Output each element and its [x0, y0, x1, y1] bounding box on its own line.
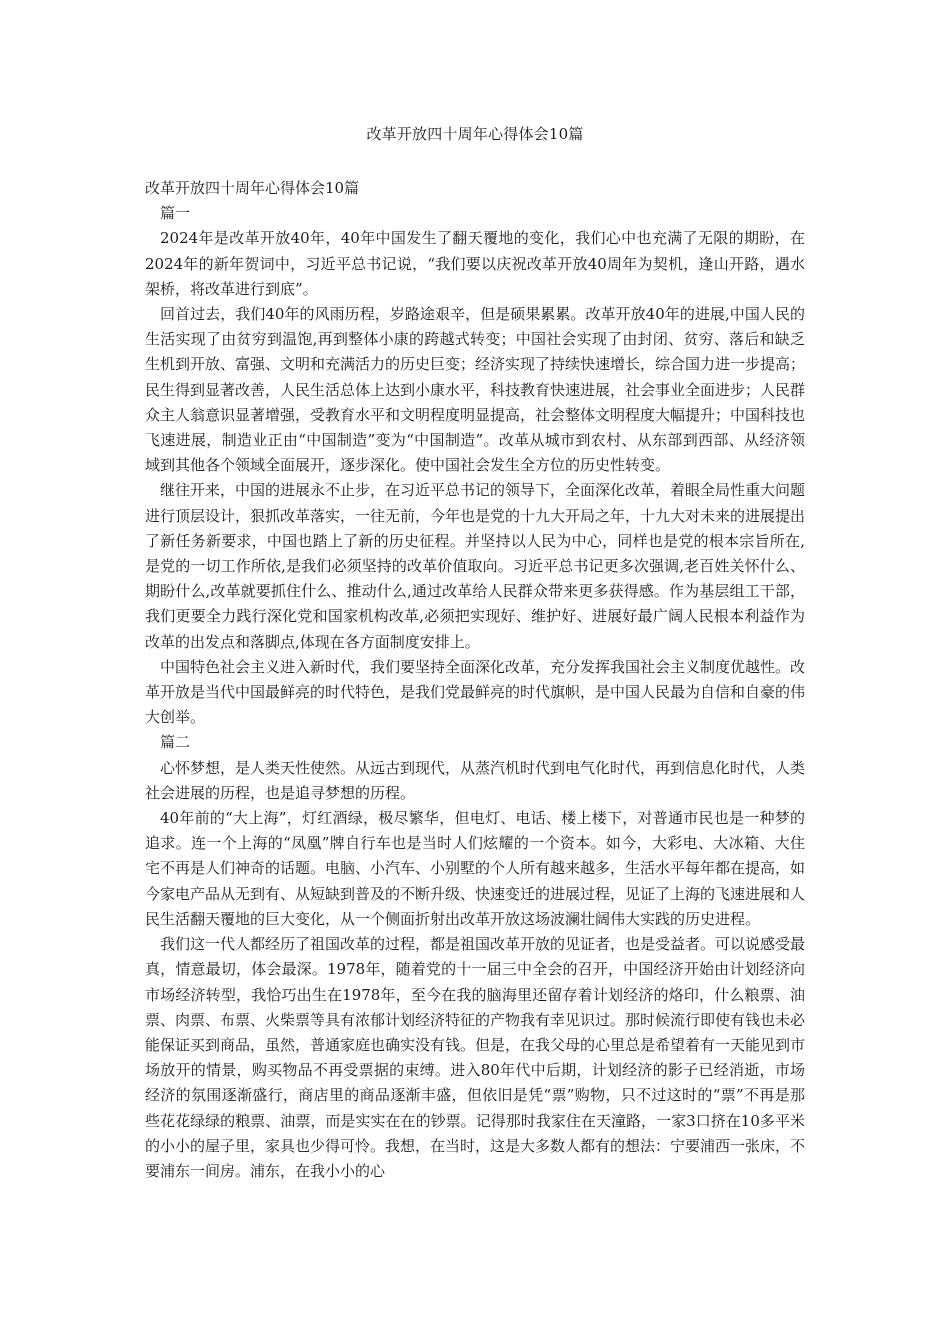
- paragraph: 中国特色社会主义进入新时代，我们要坚持全面深化改革，充分发挥我国社会主义制度优越性。改革开放是当代中国最鲜亮的时代特色，是我们党最鲜亮的时代旗帜，是中国人民最为自信和自豪的伟大创举。: [145, 657, 806, 727]
- paragraph: 心怀梦想，是人类天性使然。从远古到现代，从蒸汽机时代到电气化时代，再到信息化时代，人类社会进展的历程，也是追寻梦想的历程。: [145, 758, 806, 802]
- section-label: 篇二: [160, 733, 191, 752]
- paragraph: 我们这一代人都经历了祖国改革的过程，都是祖国改革开放的见证者，也是受益者。可以说感受最真，情意最切，体会最深。1978年，随着党的十一届三中全会的召开，中国经济开始由计划经济向市场经济转型，我恰巧出生在1978年，至今在我的脑海里还留存着计划经济的烙印，什么粮票、油票、肉票、布票、火柴票等具有浓郁计划经济特征的产物我有幸见识过。那时候流行即使有钱也未必能保证买到商品，虽然，普通家庭也确实没有钱。但是，在我父母的心里总是希望着有一天能见到市场放开的情景，购买物品不再受票据的束缚。进入80年代中后期，计划经济的影子已经消逝，市场经济的氛围逐渐盛行，商店里的商品逐渐丰盛，但依旧是凭“票”购物，只不过这时的“票”不再是那些花花绿绿的粮票、油票，而是实实在在的钞票。记得那时我家住在天潼路，一家3口挤在10多平米的小小的屋子里，家具也少得可怜。我想，在当时，这是大多数人都有的想法：宁要浦西一张床，不要浦东一间房。浦东，在我小小的心: [145, 935, 806, 1180]
- document-title: 改革开放四十周年心得体会10篇: [366, 125, 584, 143]
- paragraph: 40年前的“大上海”，灯红酒绿，极尽繁华，但电灯、电话、楼上楼下，对普通市民也是一种梦的追求。连一个上海的“凤凰”牌自行车也是当时人们炫耀的一个资本。如今，大彩电、大冰箱、大住宅不再是人们神奇的话题。电脑、小汽车、小别墅的个人所有越来越多，生活水平每年都在提高，如今家电产品从无到有、从短缺到普及的不断升级、快速变迁的进展过程，见证了上海的飞速进展和人民生活翻天覆地的巨大变化，从一个侧面折射出改革开放这场波澜壮阔伟大实践的历史进程。: [145, 809, 806, 928]
- document-subtitle: 改革开放四十周年心得体会10篇: [145, 179, 360, 197]
- paragraph: 继往开来，中国的进展永不止步，在习近平总书记的领导下，全面深化改革，着眼全局性重大问题进行顶层设计，狠抓改革落实，一往无前，今年也是党的十九大开局之年，十九大对未来的进展提出了新任务新要求，中国也踏上了新的历史征程。并坚持以人民为中心，同样也是党的根本宗旨所在,是党的一切工作所依,是我们必须坚持的改革价值取向。习近平总书记更多次强调,老百姓关怀什么、期盼什么,改革就要抓住什么、推动什么,通过改革给人民群众带来更多获得感。作为基层组工干部，我们更要全力践行深化党和国家机构改革,必须把实现好、维护好、进展好最广阔人民根本利益作为改革的出发点和落脚点,体现在各方面制度安排上。: [145, 481, 806, 651]
- section-label: 篇一: [160, 204, 191, 223]
- document-body: [145, 176, 805, 1184]
- paragraph: 回首过去，我们40年的风雨历程，岁路途艰辛，但是硕果累累。改革开放40年的进展,中国人民的生活实现了由贫穷到温饱,再到整体小康的跨越式转变；中国社会实现了由封闭、贫穷、落后和缺乏生机到开放、富强、文明和充满活力的历史巨变；经济实现了持续快速增长，综合国力进一步提高；民生得到显著改善，人民生活总体上达到小康水平，科技教育快速进展，社会事业全面进步；人民群众主人翁意识显著增强，受教育水平和文明程度明显提高，社会整体文明程度大幅提升；中国科技也飞速进展，制造业正由“中国制造”变为“中国制造”。改革从城市到农村、从东部到西部、从经济领域到其他各个领域全面展开，逐步深化。使中国社会发生全方位的历史性转变。: [145, 305, 806, 475]
- paragraph: 2024年是改革开放40年，40年中国发生了翻天覆地的变化，我们心中也充满了无限的期盼，在2024年的新年贺词中，习近平总书记说，“我们要以庆祝改革开放40周年为契机，逢山开路，遇水架桥，将改革进行到底”。: [145, 229, 805, 298]
